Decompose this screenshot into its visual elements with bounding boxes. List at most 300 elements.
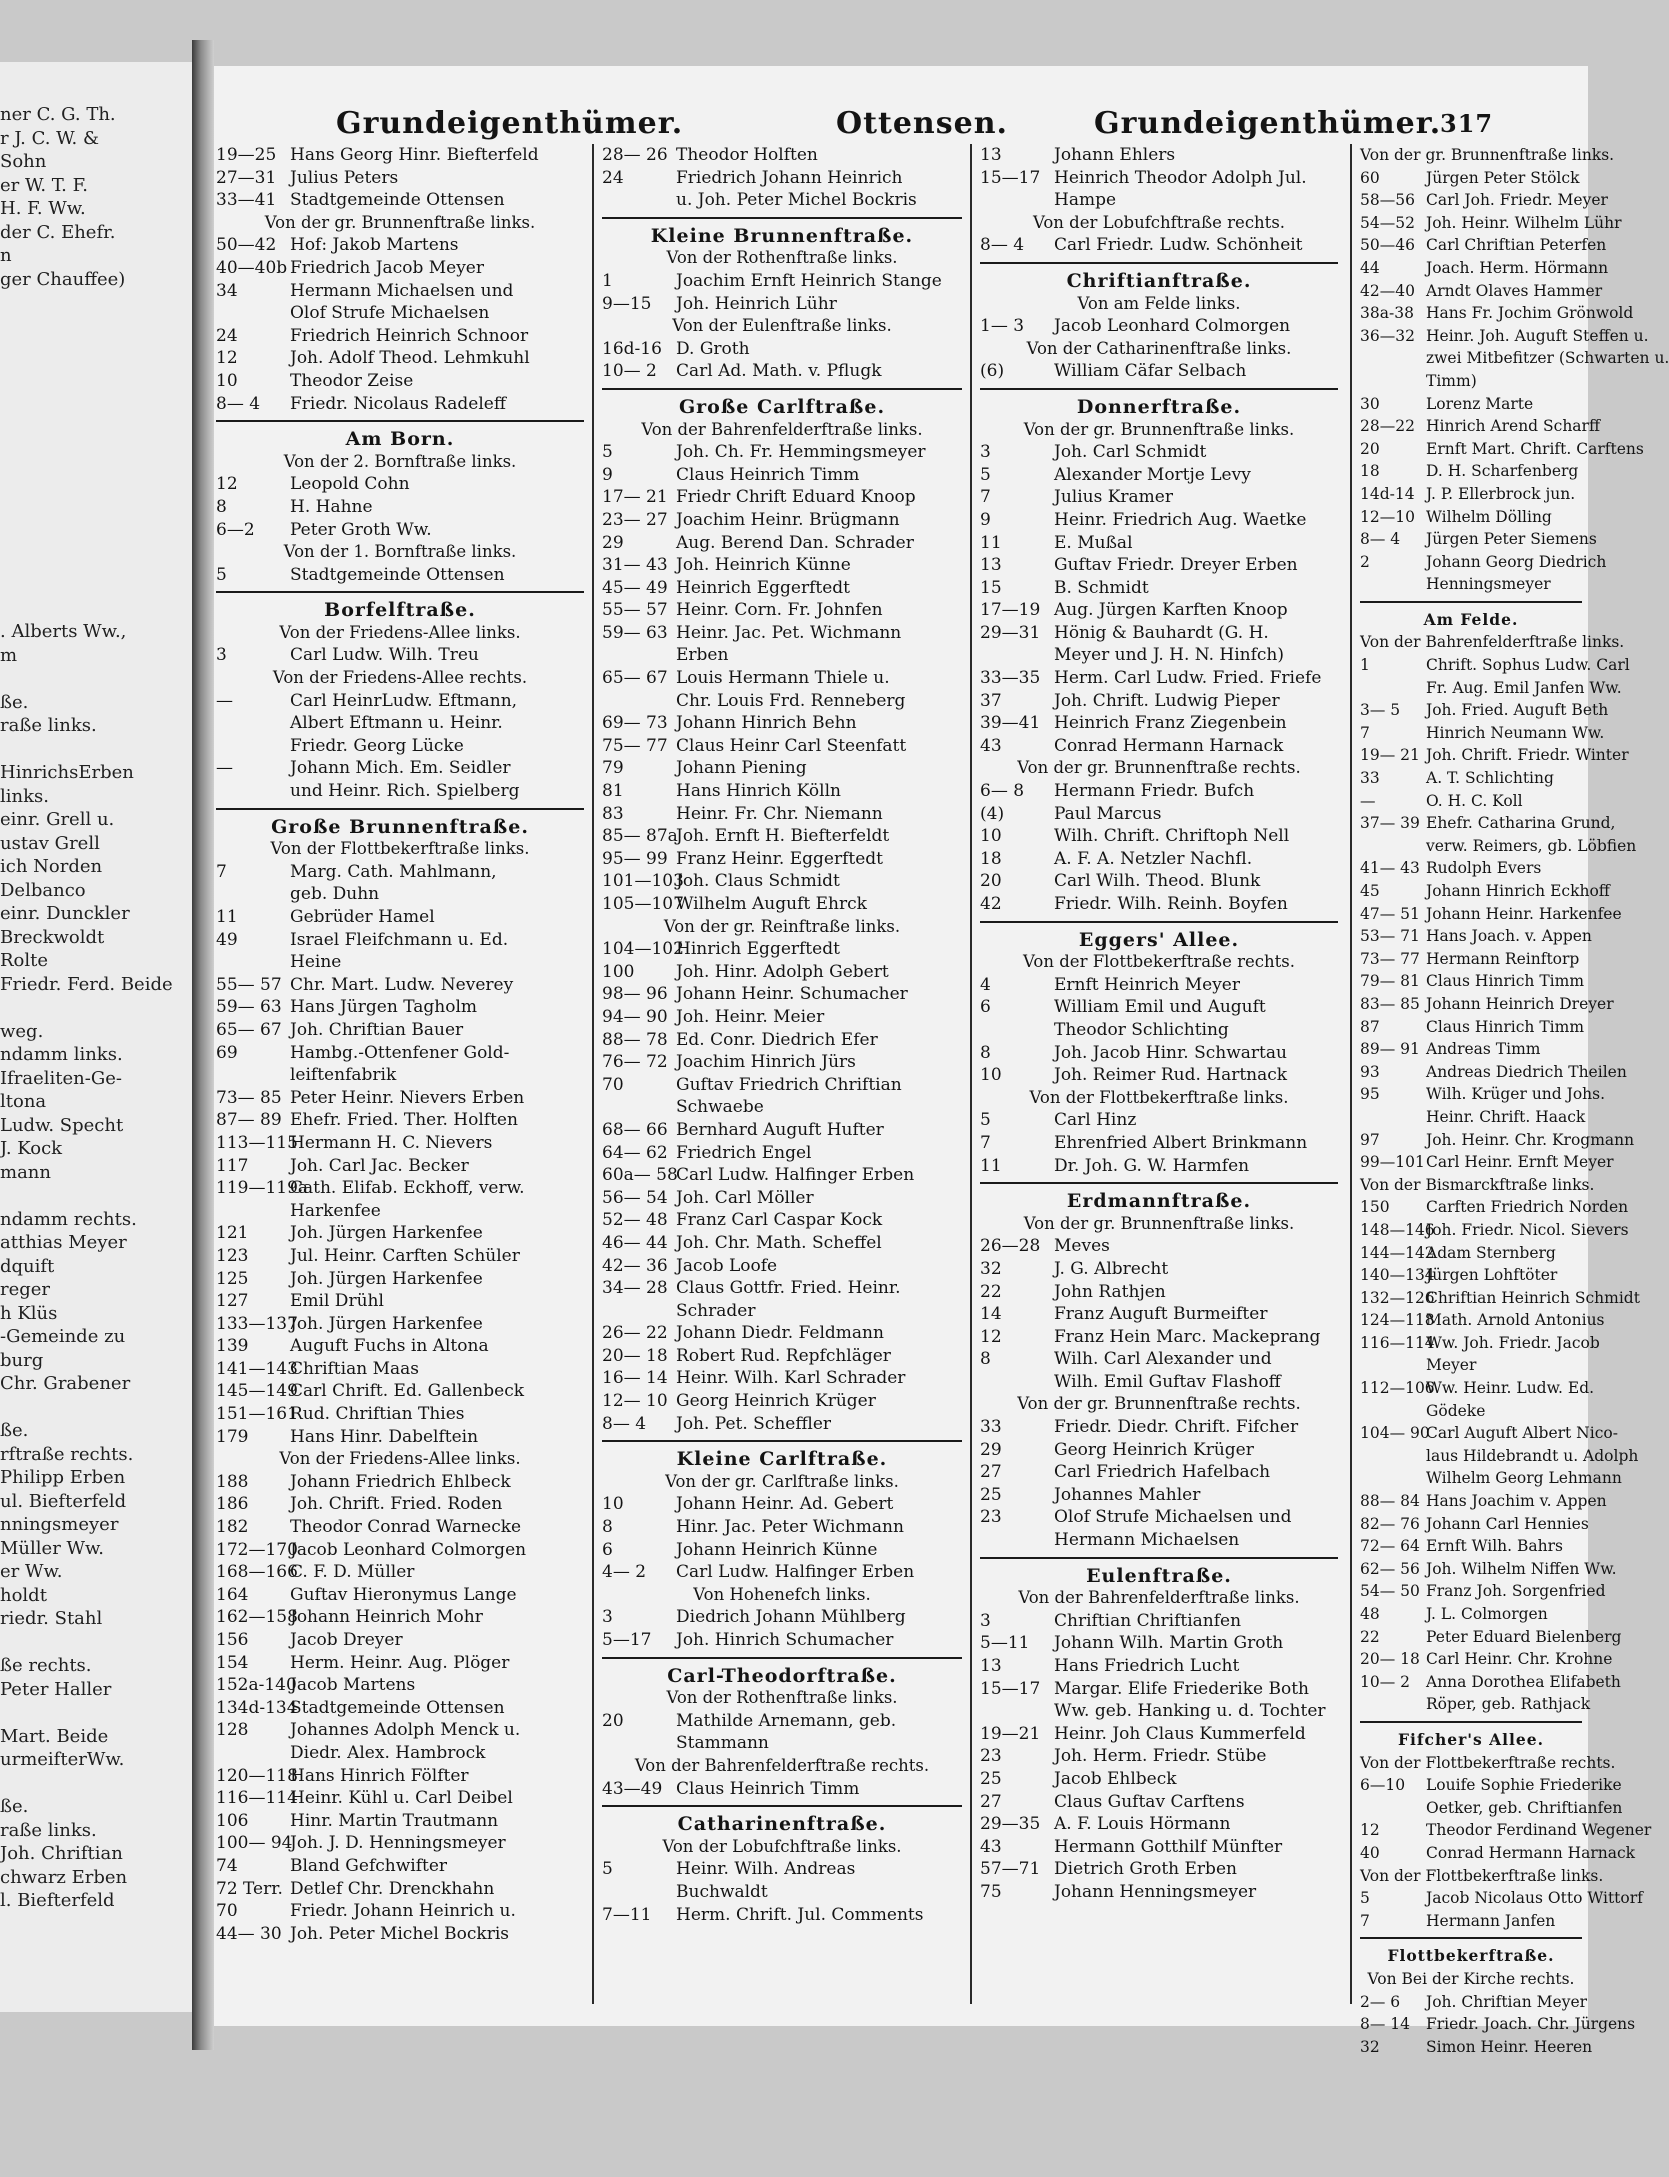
facing-page-text: Breckwoldt xyxy=(0,926,105,948)
owner-entry-continuation xyxy=(1360,573,1582,596)
house-number: 43 xyxy=(980,1836,1002,1857)
facing-page-text: ner C. G. Th. xyxy=(0,104,116,125)
facing-page-text: n xyxy=(0,245,12,266)
owner-name: William Cäfar Selbach xyxy=(1054,361,1247,382)
owner-name: Jacob Leonhard Colmorgen xyxy=(1054,316,1291,337)
house-number: 29 xyxy=(980,1439,1002,1460)
street-heading: Große Carlftraße. xyxy=(678,395,886,418)
house-number: 8 xyxy=(980,1349,991,1370)
house-number: 17—19 xyxy=(980,600,1041,621)
owner-name: Joh. Chrift. Ludwig Pieper xyxy=(1054,690,1280,711)
house-number: 43—49 xyxy=(602,1778,663,1799)
facing-page-text: reger xyxy=(0,1279,51,1300)
section-rule xyxy=(980,1182,1338,1184)
facing-page-text: raße links. xyxy=(0,715,97,736)
house-number: 87 xyxy=(1360,1017,1380,1036)
owner-entry-continuation xyxy=(1360,1467,1622,1490)
owner-entry xyxy=(1360,1016,1585,1039)
house-number: 113—115 xyxy=(216,1132,298,1153)
house-number: 79— 81 xyxy=(1360,972,1420,991)
owner-entry-continuation xyxy=(1360,1797,1623,1820)
owner-entry xyxy=(1360,744,1629,767)
house-number: 38a-38 xyxy=(1360,304,1414,323)
section-rule xyxy=(216,420,584,422)
page-header xyxy=(214,104,1524,144)
owner-name: Erben xyxy=(676,645,729,666)
owner-name: Joh. Jürgen Harkenfee xyxy=(290,1223,483,1244)
house-number: 105—107 xyxy=(602,894,684,914)
owner-name: Joh. Heinr. Meier xyxy=(676,1006,825,1027)
owner-entry xyxy=(980,690,1338,713)
owner-name: J. L. Colmorgen xyxy=(1426,1605,1548,1623)
owner-name: Hermann H. C. Nievers xyxy=(290,1132,493,1153)
owner-name: Andreas Timm xyxy=(1426,1040,1541,1059)
owner-entry-continuation xyxy=(602,1300,962,1323)
owner-name: Friedr. Wilh. Reinh. Boyfen xyxy=(1054,894,1288,914)
street-direction: Von der gr. Brunnenftraße links. xyxy=(1023,1213,1295,1233)
owner-name: Marg. Cath. Mahlmann, xyxy=(290,861,497,882)
owner-entry-continuation xyxy=(980,644,1338,667)
section-rule xyxy=(602,388,962,390)
owner-name: Stadtgemeinde Ottensen xyxy=(290,564,505,585)
owner-name: leiftenfabrik xyxy=(290,1065,397,1086)
owner-entry xyxy=(980,1042,1338,1065)
owner-name: Jacob Leonhard Colmorgen xyxy=(290,1539,527,1560)
owner-entry xyxy=(1360,551,1607,574)
owner-entry xyxy=(1360,1991,1588,2014)
house-number: 24 xyxy=(216,325,238,346)
facing-page-text: h Klüs xyxy=(0,1302,58,1324)
owner-name: geb. Duhn xyxy=(290,884,380,905)
owner-name: Schrader xyxy=(676,1300,756,1321)
owner-entry xyxy=(980,1836,1338,1859)
house-number: 25 xyxy=(980,1484,1002,1505)
owner-entry-continuation xyxy=(216,883,584,906)
house-number: 10— 2 xyxy=(1360,1672,1411,1691)
owner-entry xyxy=(1360,1219,1629,1242)
house-number: 64— 62 xyxy=(602,1142,668,1163)
owner-name: Heinrich Franz Ziegenbein xyxy=(1054,713,1287,734)
house-number: 33 xyxy=(1360,769,1380,788)
house-number: 18 xyxy=(1360,462,1380,481)
house-number: 26— 22 xyxy=(602,1323,668,1344)
owner-name: D. H. Scharfenberg xyxy=(1426,462,1579,481)
house-number: 49 xyxy=(216,929,238,950)
house-number: 45 xyxy=(1360,882,1380,900)
owner-entry xyxy=(216,1629,584,1652)
street-direction: Von der Friedens-Allee links. xyxy=(279,622,521,642)
owner-entry xyxy=(602,441,962,464)
section-rule xyxy=(1360,601,1582,603)
house-number: 5—17 xyxy=(602,1630,652,1650)
owner-name: Ernft Mart. Chrift. Carftens xyxy=(1426,439,1644,458)
owner-name: Joh. Heinrich Künne xyxy=(676,555,851,576)
house-number: 22 xyxy=(980,1281,1002,1302)
owner-entry xyxy=(216,564,584,587)
owner-entry xyxy=(1360,483,1582,506)
owner-entry xyxy=(1360,1038,1582,1061)
owner-name: Hans Georg Hinr. Biefterfeld xyxy=(290,145,539,165)
owner-entry xyxy=(216,1516,584,1539)
owner-entry xyxy=(602,1119,962,1142)
owner-name: Joach. Herm. Hörmann xyxy=(1426,258,1609,277)
owner-entry xyxy=(980,1416,1338,1439)
house-number: 74 xyxy=(216,1855,238,1876)
owner-entry xyxy=(602,1710,962,1733)
house-number: 117 xyxy=(216,1155,249,1176)
street-direction: Von der 1. Bornftraße links. xyxy=(283,542,517,562)
owner-entry xyxy=(980,1506,1338,1529)
facing-page-text: links. xyxy=(0,785,49,807)
facing-page-text: Rolte xyxy=(0,950,49,971)
house-number: 32 xyxy=(1360,2037,1380,2056)
house-number: 20 xyxy=(980,871,1002,892)
section-rule xyxy=(602,1440,962,1442)
house-number: 116—114 xyxy=(216,1788,298,1809)
house-number: 39—41 xyxy=(980,713,1041,734)
owner-entry xyxy=(980,1258,1338,1281)
owner-entry xyxy=(1360,1196,1629,1219)
house-number: 23 xyxy=(980,1746,1002,1767)
house-number: 87— 89 xyxy=(216,1110,282,1131)
owner-name: Johann Heinrich Dreyer xyxy=(1426,994,1614,1013)
owner-entry xyxy=(1360,903,1622,926)
page-number: 317 xyxy=(1440,109,1494,138)
owner-entry xyxy=(980,486,1338,509)
owner-entry xyxy=(216,996,584,1019)
section-rule xyxy=(602,217,962,219)
column-2 xyxy=(602,144,962,1926)
owner-entry xyxy=(602,464,962,487)
owner-name: Franz Joh. Sorgenfried xyxy=(1426,1582,1606,1601)
owner-name: Ernft Heinrich Meyer xyxy=(1054,974,1240,995)
house-number: 182 xyxy=(216,1517,249,1538)
house-number: 70 xyxy=(216,1901,238,1922)
house-number: 6—10 xyxy=(1360,1776,1406,1795)
house-number: 5—11 xyxy=(980,1633,1030,1654)
owner-entry xyxy=(980,1439,1338,1462)
owner-entry xyxy=(216,473,584,496)
owner-name: Peter Eduard Bielenberg xyxy=(1426,1627,1622,1646)
facing-page-text: ndamm links. xyxy=(0,1044,123,1065)
facing-page-text: ich Norden xyxy=(0,856,103,877)
owner-name: John Rathjen xyxy=(1054,1281,1166,1302)
owner-name: Hermann Michaelsen xyxy=(1054,1530,1240,1551)
house-number: 81 xyxy=(602,781,624,802)
owner-entry-continuation xyxy=(216,1742,584,1765)
owner-name: Herm. Heinr. Aug. Plöger xyxy=(290,1652,510,1673)
facing-page-text: riedr. Stahl xyxy=(0,1608,103,1629)
house-number: 133—137 xyxy=(216,1313,298,1334)
house-number: 36—32 xyxy=(1360,326,1415,345)
owner-entry xyxy=(602,1322,962,1345)
street-direction: Von Bei der Kirche rechts. xyxy=(1367,1969,1575,1988)
owner-name: H. Hahne xyxy=(290,496,373,517)
house-number: 85— 87a xyxy=(602,826,678,847)
owner-name: Theodor Schlichting xyxy=(1054,1019,1229,1040)
owner-name: Heinr. Wilh. Andreas xyxy=(676,1859,856,1880)
owner-name: Hambg.-Ottenfener Gold- xyxy=(290,1042,510,1063)
owner-entry xyxy=(980,441,1338,464)
owner-name: Olof Strufe Michaelsen xyxy=(290,303,490,324)
owner-entry xyxy=(602,893,962,916)
owner-entry xyxy=(980,532,1338,555)
street-direction: Von der Flottbekerftraße links. xyxy=(270,839,530,859)
facing-page-text: Sohn xyxy=(0,151,47,172)
owner-name: William Emil und Auguft xyxy=(1054,997,1266,1018)
house-number: 125 xyxy=(216,1268,249,1289)
owner-name: Johann Hinrich Eckhoff xyxy=(1426,882,1610,900)
owner-name: Lorenz Marte xyxy=(1426,394,1534,413)
house-number: 1 xyxy=(1360,656,1370,675)
owner-entry xyxy=(216,1493,584,1516)
house-number: 65— 67 xyxy=(602,668,668,689)
street-direction: Von der Bahrenfelderftraße links. xyxy=(1018,1588,1300,1608)
owner-entry xyxy=(602,360,962,383)
street-heading: Chriftianftraße. xyxy=(1066,269,1252,292)
owner-entry xyxy=(602,1390,962,1413)
owner-entry xyxy=(980,1881,1338,1904)
facing-page-text: urmeifterWw. xyxy=(0,1749,125,1770)
owner-name: Hans Friedrich Lucht xyxy=(1054,1656,1240,1676)
owner-entry xyxy=(216,1358,584,1381)
house-number: 23— 27 xyxy=(602,509,668,530)
owner-entry xyxy=(1360,1422,1618,1445)
owner-name: Claus Hinrich Timm xyxy=(1426,972,1585,991)
street-direction: Von der Bismarckftraße links. xyxy=(1360,1175,1595,1194)
owner-name: Schwaebe xyxy=(676,1097,764,1118)
owner-entry xyxy=(1360,257,1609,280)
house-number: 140—134 xyxy=(1360,1266,1435,1285)
house-number: 20— 18 xyxy=(602,1345,668,1366)
owner-name: Johann Heinr. Harkenfee xyxy=(1426,904,1622,923)
house-number: 121 xyxy=(216,1223,249,1244)
house-number: 8 xyxy=(216,496,227,517)
owner-name: Jacob Ehlbeck xyxy=(1054,1768,1177,1789)
house-number: 46— 44 xyxy=(602,1232,668,1253)
owner-entry xyxy=(216,1380,584,1403)
street-heading: Carl-Theodorftraße. xyxy=(667,1664,897,1687)
owner-name: Carl Ludw. Wilh. Treu xyxy=(290,645,479,666)
book-gutter xyxy=(192,40,214,2050)
owner-name: Chr. Mart. Ludw. Neverey xyxy=(290,974,514,995)
street-heading: Catharinenftraße. xyxy=(677,1813,887,1836)
owner-name: Diedrich Johann Mühlberg xyxy=(676,1607,906,1628)
owner-name: Carl Friedrich Hafelbach xyxy=(1054,1462,1271,1483)
street-direction: Von der Lobufchftraße links. xyxy=(662,1836,902,1856)
house-number: 7 xyxy=(980,1132,991,1153)
house-number: 28—22 xyxy=(1360,417,1415,436)
house-number: 1 xyxy=(602,270,613,291)
owner-name: Heinr. Joh Claus Kummerfeld xyxy=(1054,1723,1306,1744)
facing-page-text: raße links. xyxy=(0,1819,97,1841)
owner-entry xyxy=(1360,1910,1582,1933)
owner-entry xyxy=(216,1719,584,1742)
house-number: — xyxy=(216,758,233,779)
owner-name: Joh. Chr. Math. Scheffel xyxy=(676,1232,882,1253)
owner-entry xyxy=(980,1723,1338,1746)
owner-name: Friedr. Joach. Chr. Jürgens xyxy=(1426,2015,1636,2034)
owner-name: Carl Ad. Math. v. Pflugk xyxy=(676,361,882,382)
street-direction: Von der Bahrenfelderftraße links. xyxy=(1360,633,1625,652)
house-number: 24 xyxy=(602,167,624,188)
house-number: 1— 3 xyxy=(980,316,1025,337)
street-direction: Von der gr. Brunnenftraße links. xyxy=(1360,146,1615,164)
owner-name: Joh. Claus Schmidt xyxy=(676,871,840,892)
owner-entry xyxy=(1360,1309,1605,1332)
owner-entry xyxy=(980,667,1338,690)
house-number: 9 xyxy=(602,464,613,485)
owner-name: Chriftian Maas xyxy=(290,1358,419,1379)
facing-page-text: ße. xyxy=(0,1796,29,1817)
house-number: 17— 21 xyxy=(602,487,668,508)
owner-name: Ernft Wilh. Bahrs xyxy=(1426,1537,1563,1556)
owner-name: Emil Drühl xyxy=(290,1291,384,1312)
house-number: 13 xyxy=(980,555,1002,576)
column-divider xyxy=(1350,144,1352,2004)
directory-page xyxy=(214,66,1669,2056)
facing-page-text: r J. C. W. & xyxy=(0,127,99,149)
owner-name: Guftav Friedr. Dreyer Erben xyxy=(1054,555,1298,576)
owner-name: Conrad Hermann Harnack xyxy=(1054,735,1284,756)
owner-entry xyxy=(980,780,1338,803)
owner-entry xyxy=(216,257,584,280)
owner-entry xyxy=(602,144,962,167)
house-number: 56— 54 xyxy=(602,1187,668,1208)
owner-entry xyxy=(216,325,584,348)
owner-name: Friedr Chrift Eduard Knoop xyxy=(676,487,916,508)
house-number: 54— 50 xyxy=(1360,1582,1420,1601)
owner-entry xyxy=(1360,325,1649,348)
owner-entry xyxy=(980,1610,1338,1633)
owner-entry xyxy=(1360,654,1630,677)
owner-name: Claus Guftav Carftens xyxy=(1054,1791,1245,1812)
owner-name: Stammann xyxy=(676,1733,769,1754)
house-number: 42 xyxy=(980,894,1002,914)
house-number: 43 xyxy=(980,735,1002,756)
owner-name: Ww. geb. Hanking u. d. Tochter xyxy=(1054,1701,1326,1722)
owner-entry xyxy=(1360,506,1582,529)
house-number: 16— 14 xyxy=(602,1368,668,1389)
facing-page-fragment xyxy=(0,62,192,2012)
owner-name: Hermann Michaelsen und xyxy=(290,280,514,301)
owner-entry xyxy=(1360,1648,1613,1671)
owner-entry xyxy=(216,929,584,952)
house-number: 152a-140 xyxy=(216,1675,297,1696)
house-number: 145—149 xyxy=(216,1381,298,1402)
house-number: 8— 4 xyxy=(980,235,1025,256)
facing-page-text: ustav Grell xyxy=(0,832,100,854)
owner-entry xyxy=(216,1132,584,1155)
owner-entry xyxy=(602,1187,962,1210)
house-number: 26—28 xyxy=(980,1236,1041,1257)
facing-page-text: rftraße rechts. xyxy=(0,1443,134,1465)
owner-entry xyxy=(980,554,1338,577)
house-number: 98— 96 xyxy=(602,984,668,1005)
owner-entry xyxy=(602,1345,962,1368)
house-number: 12 xyxy=(216,348,238,369)
owner-entry xyxy=(980,996,1338,1019)
owner-name: Joh. Carl Möller xyxy=(676,1187,814,1208)
owner-entry xyxy=(216,644,584,667)
street-direction: Von der Catharinenftraße links. xyxy=(1026,338,1292,358)
owner-name: Johannes Mahler xyxy=(1054,1484,1201,1505)
owner-name: Joh. Chriftian Bauer xyxy=(290,1019,464,1040)
facing-page-text: mann xyxy=(0,1161,51,1183)
owner-name: Johann Heinr. Ad. Gebert xyxy=(676,1494,894,1515)
house-number: 69— 73 xyxy=(602,713,668,734)
street-direction: Von der 2. Bornftraße links. xyxy=(283,451,517,471)
owner-entry xyxy=(1360,722,1605,745)
house-number: 48 xyxy=(1360,1605,1380,1623)
house-number: 62— 56 xyxy=(1360,1559,1420,1578)
street-direction: Von am Felde links. xyxy=(1077,293,1241,313)
house-number: 168—166 xyxy=(216,1562,298,1583)
owner-name: Math. Arnold Antonius xyxy=(1426,1311,1605,1330)
owner-entry-continuation xyxy=(1360,370,1582,393)
owner-name: Jürgen Peter Siemens xyxy=(1426,530,1597,549)
owner-entry xyxy=(980,360,1338,383)
owner-name: Chriftian Heinrich Schmidt xyxy=(1426,1288,1640,1307)
owner-name: Fr. Aug. Emil Janfen Ww. xyxy=(1426,678,1622,697)
house-number: 12 xyxy=(1360,1821,1380,1840)
section-rule xyxy=(980,388,1338,390)
house-number: 60a— 58 xyxy=(602,1165,678,1186)
owner-entry xyxy=(1360,415,1600,438)
house-number: 30 xyxy=(1360,394,1380,413)
owner-name: Friedrich Engel xyxy=(676,1142,812,1163)
facing-page-text: m xyxy=(0,644,18,666)
owner-name: Heinr. Friedrich Aug. Waetke xyxy=(1054,509,1307,530)
facing-page-text: Ifraeliten-Ge- xyxy=(0,1067,122,1089)
owner-name: B. Schmidt xyxy=(1054,577,1149,598)
facing-page-text: -Gemeinde zu xyxy=(0,1326,126,1347)
owner-name: Friedrich Johann Heinrich xyxy=(676,167,903,188)
owner-name: Wilhelm Auguft Ehrck xyxy=(676,894,867,914)
owner-name: Bernhard Auguft Hufter xyxy=(676,1119,884,1140)
facing-page-text: chwarz Erben xyxy=(0,1866,128,1888)
owner-name: Theodor Zeise xyxy=(290,370,414,391)
owner-entry xyxy=(1360,1377,1595,1400)
owner-name: Alexander Mortje Levy xyxy=(1054,464,1251,485)
owner-entry-continuation xyxy=(602,1881,962,1904)
street-direction: Von der Friedens-Allee rechts. xyxy=(272,668,528,688)
owner-entry-continuation xyxy=(602,1096,962,1119)
house-number: 25 xyxy=(980,1768,1002,1789)
house-number: 89— 91 xyxy=(1360,1040,1420,1059)
section-rule xyxy=(216,591,584,593)
owner-name: Hans Hinr. Dabelftein xyxy=(290,1426,479,1447)
house-number: 53— 71 xyxy=(1360,927,1420,946)
owner-entry xyxy=(602,1858,962,1881)
facing-page-text: Peter Haller xyxy=(0,1678,112,1700)
owner-name: Mathilde Arnemann, geb. xyxy=(676,1710,897,1731)
owner-name: Ehefr. Catharina Grund, xyxy=(1426,814,1616,833)
house-number: 27—31 xyxy=(216,167,277,188)
owner-name: Johann Friedrich Ehlbeck xyxy=(290,1471,511,1492)
owner-entry xyxy=(216,1019,584,1042)
owner-entry xyxy=(216,393,584,416)
house-number: 9 xyxy=(980,509,991,530)
section-rule xyxy=(602,1805,962,1807)
owner-entry xyxy=(602,622,962,645)
house-number: 188 xyxy=(216,1471,249,1492)
street-heading: Am Born. xyxy=(345,428,455,451)
owner-entry xyxy=(602,735,962,758)
owner-entry xyxy=(980,234,1338,257)
owner-entry xyxy=(216,1403,584,1426)
owner-name: Carl Ludw. Halfinger Erben xyxy=(676,1562,915,1583)
